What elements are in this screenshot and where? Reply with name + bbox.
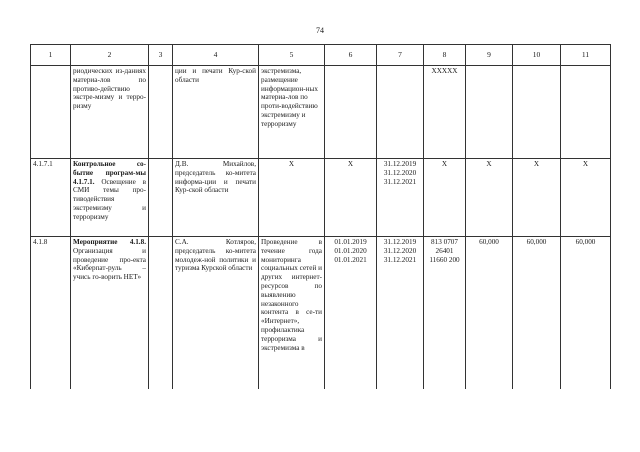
cell-responsible: С.А. Котляров, председатель ко-митета молодеж-ной политики и туризма Курской области [173, 237, 259, 390]
cell-end: 31.12.2019 31.12.2020 31.12.2021 [377, 237, 424, 390]
cell-budget-code: ХХХХХ [424, 66, 466, 159]
column-header: 9 [466, 45, 513, 66]
header-row [31, 45, 611, 66]
cell-responsible: Д.В. Михайлов, председатель ко-митета информа-ции и печати Кур-ской области [173, 159, 259, 237]
cell-name-bold: Мероприятие 4.1.8. [73, 238, 146, 246]
column-header: 2 [71, 45, 149, 66]
page-number: 74 [316, 26, 324, 35]
cell-code: 4.1.8 [31, 237, 71, 390]
cell-code: 4.1.7.1 [31, 159, 71, 237]
cell-name-text: Организация и проведение про-екта «Киберпат-руль – учись го-ворить НЕТ» [73, 246, 146, 282]
cell-amount: Х [513, 159, 561, 237]
cell-name [71, 66, 149, 159]
cell-name-bold: Контрольное со-бытие програм-мы 4.1.7.1. [73, 160, 146, 186]
cell-description: экстремизма, размещение информацион-ных материа-лов по проти-водействию экстремизму и терроризму [259, 66, 325, 159]
cell-code [31, 66, 71, 159]
column-header: 8 [424, 45, 466, 66]
cell-end [377, 66, 424, 159]
column-header: 11 [561, 45, 611, 66]
cell-responsible: ции и печати Кур-ской области [173, 66, 259, 159]
column-header: 4 [173, 45, 259, 66]
cell-start [325, 66, 377, 159]
cell-amount: 60,000 [466, 237, 513, 390]
cell-amount: Х [561, 159, 611, 237]
column-header: 5 [259, 45, 325, 66]
cell-budget-code: Х [424, 159, 466, 237]
cell-empty [149, 237, 173, 390]
cell-empty [149, 66, 173, 159]
cell-name-text: Освещение в СМИ темы про-тиводействия экстремизму и терроризму [73, 177, 146, 221]
cell-amount [513, 66, 561, 159]
cell-budget-code: 813 0707 26401 11660 200 [424, 237, 466, 390]
column-header: 10 [513, 45, 561, 66]
cell-start: 01.01.2019 01.01.2020 01.01.2021 [325, 237, 377, 390]
cell-amount: Х [466, 159, 513, 237]
table-row [31, 66, 611, 159]
cell-amount: 60,000 [513, 237, 561, 390]
cell-amount: 60,000 [561, 237, 611, 390]
cell-name [71, 159, 149, 237]
cell-name-text: риодических из-даниях материа-лов по противо-действию экстре-мизму и терро-ризму [73, 67, 146, 111]
column-header: 6 [325, 45, 377, 66]
table-row [31, 159, 611, 237]
table-row [31, 237, 611, 390]
column-header: 7 [377, 45, 424, 66]
column-header: 3 [149, 45, 173, 66]
cell-amount [466, 66, 513, 159]
cell-description: Проведение в течение года мониторинга социальных сетей и других интернет-ресурсов по выявлению незаконного контента в се-ти «Интернет», профилактика терроризма и экстремизма в [259, 237, 325, 390]
cell-amount [561, 66, 611, 159]
cell-end: 31.12.2019 31.12.2020 31.12.2021 [377, 159, 424, 237]
cell-empty [149, 159, 173, 237]
column-header: 1 [31, 45, 71, 66]
cell-start: Х [325, 159, 377, 237]
cell-name [71, 237, 149, 390]
program-table [30, 44, 611, 389]
cell-description: Х [259, 159, 325, 237]
